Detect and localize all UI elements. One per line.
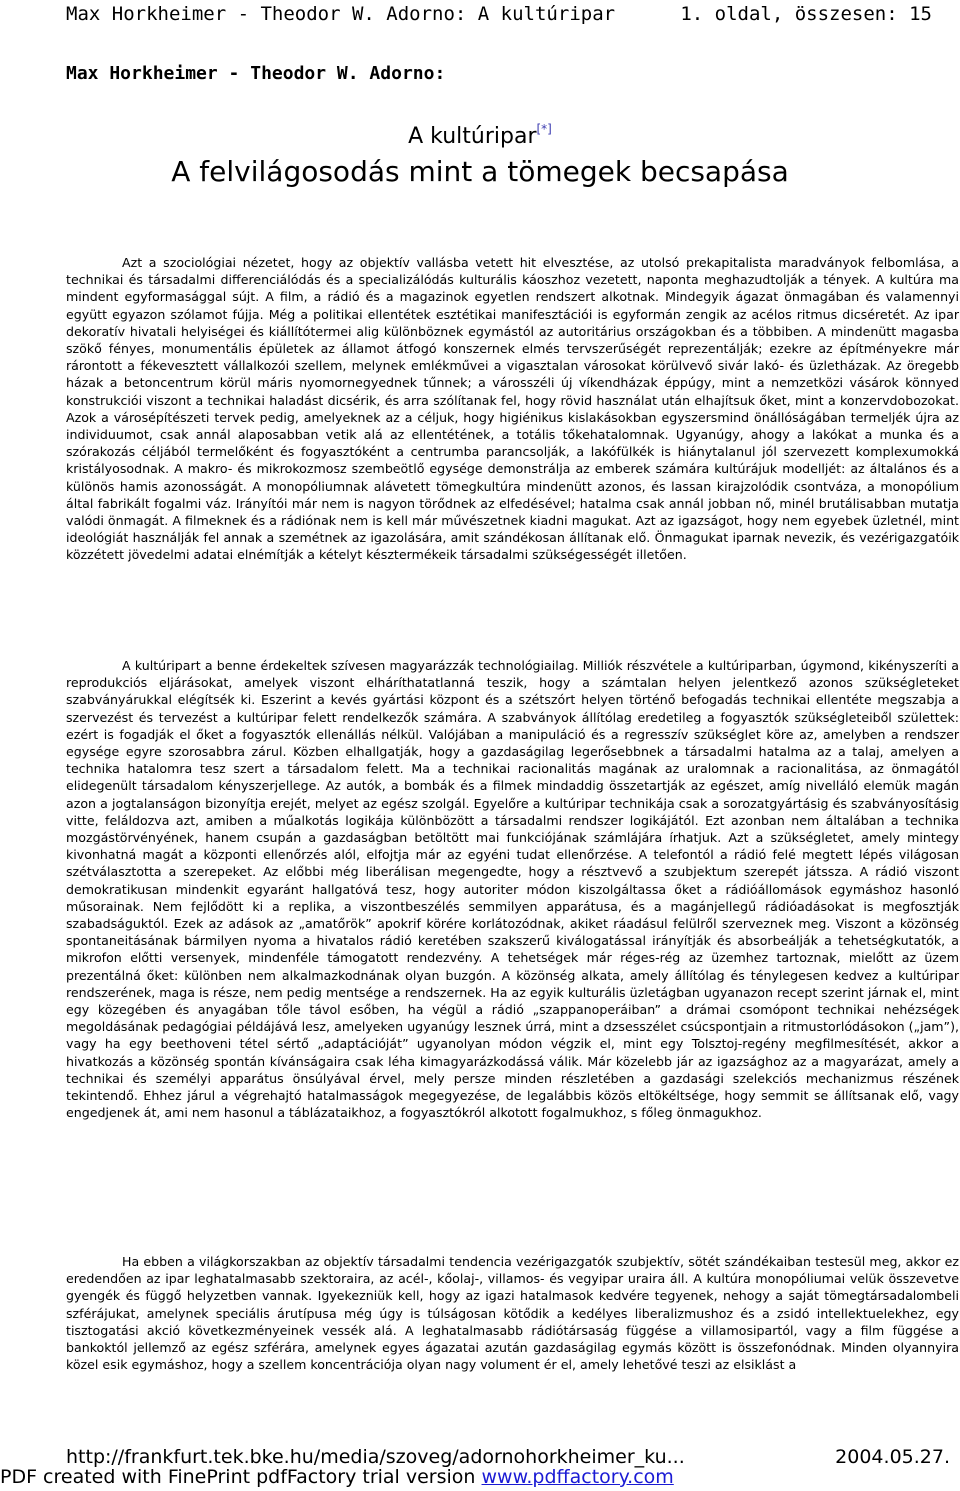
page-counter: 1. oldal, összesen: 15: [680, 3, 932, 25]
paragraph-text: Ha ebben a világkorszakban az objektív társadalmi tendencia vezérigazgatók szubjektív, sötét szándékaiban testesül meg, akkor ez eredendően az ipar leghatalmasabb szektoraira, az acél-, kőolaj-, villamos- és vegyipar uraira áll. A kultúra monopóliumai velük összevetve gyengék és függő helyzetben vannak. Igyekezniük kell, hogy az igazi hatalmasok kedvére tegyenek, nehogy a saját tömegtársadalombeli szférájukat, amelynek speciális árutípusa még úgy is túlságosan kötődik a kedélyes liberalizmushoz és a zsidó intellektuelekhez, egy tisztogatási akció következményeinek vessék alá. A leghatalmasabb rádiótársaság függése a villamosipartól, vagy a film függése a bankoktól jellemző az egész szférára, amelynek egyes ágazatai azután gazdaságilag egymás között is összefonódnak. Minden olyannyira közel esik egymáshoz, hogy a szellem koncentrációja olyan nagy volument ér el, amely lehetővé teszi az elsiklást a: [66, 1254, 959, 1373]
print-date: 2004.05.27.: [835, 1446, 950, 1468]
document-title: [0, 124, 960, 149]
paragraph-text: Azt a szociológiai nézetet, hogy az objektív vallásba vetett hit elvesztése, az utolsó prekapitalista maradványok felbomlása, a technikai és társadalmi differenciálódás és a specializálódás kulturális káoszhoz vezetett, naponta meghazudtolják a tények. A kultúra ma mindent egyformasággal sújt. A film, a rádió és a magazinok egyetlen rendszert alkotnak. Mindegyik ágazat önmagában és valamennyi együtt egyazon szólamot fújja. Még a politikai ellentétek esztétikai manifesztációi is egyformán zengik az acélos ritmus dicséretét. Az ipar dekoratív hivatali helyiségei és kiállítótermei alig különböznek egymástól az autoritárius országokban és a többiben. A mindenütt magasba szökő fényes, monumentális épületek az államot átfogó konszernek elmés tervszerűségét reprezentálják; ezekre az építményekre már rárontott a fékevesztett vállalkozói szellem, melynek emlékművei a vigasztalan városokat körülvevő sivár lakó- és üzletházak. Az öregebb házak a betoncentrum körül máris nyomornegyednek tűnnek; a városszéli új víkendházak éppúgy, mint a nemzetközi vásárok könnyed konstrukciói viszont a technikai haladást dicsérik, és arra szólítanak fel, hogy rövid használat után elhajítsuk őket, mint a konzervdobozokat. Azok a városépítészeti tervek pedig, amelyeknek az a céljuk, hogy higiénikus kislakásokban egyszersmind önállóságában termeljék újra az individuumot, csak annál alaposabban vetik alá az ellentétének, a totális tőkehatalomnak. Ugyanúgy, ahogy a lakókat a munka és a szórakozás céljából termelőként és fogyasztóként a centrumba parancsolják, a lakófülkék is hiánytalanul jól szervezett komplexumokká kristályosodnak. A makro- és mikrokozmosz szembeötlő egysége demonstrálja az emberek számára kultúrájuk modelljét: az általános és a különös hamis azonosságát. A monopóliumnak alávetett tömegkultúra mindenütt azonos, és lassan kirajzolódik csontváza, a monopólium által fabrikált fogalmi váz. Irányítói már nem is nagyon törődnek az elfedésével; hatalma csak annál jobban nő, minél brutálisabban mutatja valódi önmagát. A filmeknek és a rádiónak nem is kell már művészetnek kiadni magukat. Azt az igazságot, hogy nem egyebek üzletnél, mint ideológiát használják fel annak a szemétnek az igazolására, amit szándékosan állítanak elő. Önmagukat iparnak nevezik, és vezérigazgatóik közzétett jövedelmi adatai elnémítják a kételyt késztermékeik társadalmi szükségességét illetően.: [66, 255, 959, 563]
body-paragraph-1: [66, 254, 959, 564]
header-title: Max Horkheimer - Theodor W. Adorno: A kultúripar: [66, 3, 616, 25]
body-paragraph-3: [66, 1253, 959, 1397]
paragraph-text: A kultúripart a benne érdekeltek szívesen magyarázzák technológiailag. Milliók részvétele a kultúriparban, úgymond, kikényszeríti a reprodukciós eljárásokat, amelyek viszont elháríthatatlanná teszik, hogy a számtalan helyen jelentkező azonos szükségleteket szabványárukkal elégítsék ki. Eszerint a kevés gyártási központ és a szétszórt helyen történő befogadás technikai ellentéte megszabja a szervezést és tervezést a kultúripar felett rendelkezők számára. A szabványok állítólag eredetileg a fogyasztók szükségleteiből születtek: ezért is fogadják el őket a fogyasztók ellenállás nélkül. Valójában a manipuláció és a regresszív szükséglet köre az, amelyben a rendszer egysége egyre szorosabbra zárul. Közben elhallgatják, hogy a gazdaságilag legerősebbnek a társadalmi hatalma az a talaj, amelyen a technika hatalomra tesz szert a társadalom felett. Ma a technikai racionalitás magának az uralomnak a racionalitása, az önmagától elidegenült társadalom kényszerjellege. Az autók, a bombák és a filmek mindaddig összetartják az egészet, amíg nivelláló elemük magán azon a jogtalanságon bizonyítja erejét, melyet az egész szolgál. Egyelőre a kultúripar technikája csak a sorozatgyártásig és szabványosításig vitte, feláldozva azt, amiben a műalkotás logikája különbözött a társadalmi rendszer logikájától. Ezt azonban nem általában a technika mozgástörvényének, hanem csupán a gazdaságban betöltött mai funkciójának számlájára írhatjuk. Azt a szükségletet, amely mintegy kivonhatná magát a központi ellenőrzés alól, elfojtja már az egyéni tudat ellenőrzése. A telefontól a rádió felé megtett lépés világosan szétválasztotta a szerepeket. Az előbbi még liberálisan megengedte, hogy a résztvevő a szubjektum szerepét játssza. A rádió viszont demokratikusan mindenkit egyaránt hallgatóvá tesz, hogy autoriter módon kiszolgáltassa őket a rádióállomások egymáshoz hasonló műsorainak. Nem fejlődött ki a replika, a viszontbeszélés semmilyen apparátusa, és a magánjellegű rádióadásokat is megfosztják szabadságuktól. Ezek az adások az „amatőrök” apokrif körére korlátozódnak, akiket ráadásul felülről szerveznek meg. Viszont a közönség spontaneitásának bármilyen nyoma a hivatalos rádió keretében szakszerű kiválogatással irányítják és absorbeálják a tehetségkutatók, a mikrofon előtti versenyek, mindenféle támogatott rendezvény. A tehetségek már réges-rég az üzemhez tartoznak, mielőtt az üzem prezentálná őket: különben nem alkalmazkodnának olyan buzgón. A közönség alkata, amely állítólag és ténylegesen kedvez a kultúripar rendszerének, maga is része, nem pedig mentsége a rendszernek. Ha az egyik kulturális üzletágban ugyanazon recept szerint járnak el, mint egy közegében és anyagában tőle távol esőben, ha végül a rádió „szappanoperáiban” a drámai csomópont technikai nehézségek megoldásának pedagógiai példájává lesz, amelyeken ugyanúgy lesznek úrrá, mint a dzsesszélet csúcspontjain a ritmustorlódásokon („jam”), vagy ha egy beethoveni tétel sértő „adaptációját” ugyanolyan módon végzik el, mint egy Tolsztoj-regény megfilmesítését, akkor a hivatkozás a közönség spontán kívánságaira csak léha kimagyarázkodássá válik. Már közelebb jár az igazsághoz az a magyarázat, amely a technikai és személyi apparátus önsúlyával érvel, mely persze minden részletében a gazdasági szelekciós mechanizmus részének tekintendő. Ehhez járul a végrehajtó hatalmasságok megegyezése, de legalábbis közös eltökéltsége, hogy semmit se állítsanak elő, vagy engedjenek át, ami nem hasonul a táblázataikhoz, a fogyasztókról alkotott fogalmukhoz, s főleg önmagukhoz.: [66, 658, 959, 1121]
pdffactory-link[interactable]: www.pdffactory.com: [481, 1466, 674, 1488]
title-text: A kultúripar: [408, 124, 537, 149]
source-url: http://frankfurt.tek.bke.hu/media/szoveg/adornohorkheimer_ku...: [66, 1446, 685, 1468]
footnote-link[interactable]: [*]: [536, 122, 552, 136]
pdf-watermark-text: PDF created with FinePrint pdfFactory trial version: [0, 1466, 476, 1488]
body-paragraph-2: [66, 657, 959, 1121]
page-header: [66, 0, 932, 30]
pdf-watermark: [0, 1466, 674, 1490]
document-subtitle: A felvilágosodás mint a tömegek becsapása: [171, 155, 789, 188]
authors-heading: Max Horkheimer - Theodor W. Adorno:: [66, 63, 446, 84]
